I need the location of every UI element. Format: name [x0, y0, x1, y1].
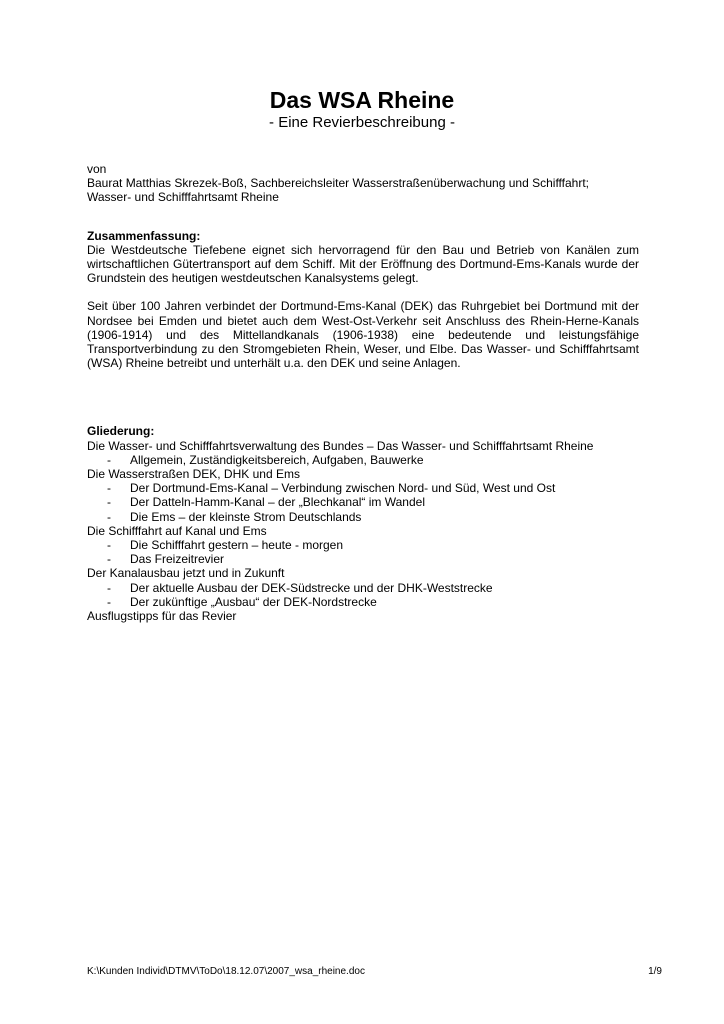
outline-heading: Gliederung: — [87, 424, 155, 439]
outline-section-title: Ausflugstipps für das Revier — [87, 609, 237, 624]
outline-item-label: Der aktuelle Ausbau der DEK-Südstrecke und der DHK-Weststrecke — [130, 580, 493, 595]
footer-file-path: K:\Kunden Individ\DTMV\ToDo\18.12.07\2007_wsa_rheine.doc — [87, 966, 365, 977]
outline-item-label: Die Ems – der kleinste Strom Deutschlands — [130, 509, 362, 524]
dash-bullet: - — [107, 495, 111, 510]
outline-item — [87, 595, 639, 609]
outline-item — [87, 495, 639, 509]
author-name: Baurat Matthias Skrezek-Boß, Sachbereichsleiter Wasserstraßenüberwachung und Schifffahrt; — [87, 176, 590, 191]
document-subtitle: - Eine Revierbeschreibung - — [269, 114, 455, 131]
outline-item — [87, 538, 639, 552]
outline-item-label: Der Datteln-Hamm-Kanal – der „Blechkanal“ im Wandel — [130, 495, 425, 510]
author-von: von — [87, 162, 107, 176]
outline-item-label: Die Schifffahrt gestern – heute - morgen — [130, 538, 344, 553]
summary-paragraph-2: Seit über 100 Jahren verbindet der Dortmund-Ems-Kanal (DEK) das Ruhrgebiet bei Dortmund mit der Nordsee bei Emden und bietet auch dem West-Ost-Verkehr seit Anschluss des Rhein-Herne-Kanals (1906-1914) und des Mittellandkanals (1906-1938) eine bedeutende und leistungsfähige Transportverbindung zu den Stromgebieten Rhein, Weser, und Elbe. Das Wasser- und Schifffahrtsamt (WSA) Rheine betreibt und unterhält u.a. den DEK und seine Anlagen. — [87, 299, 639, 371]
dash-bullet: - — [107, 452, 111, 467]
summary-paragraph-1: Die Westdeutsche Tiefebene eignet sich hervorragend für den Bau und Betrieb von Kanälen zum wirtschaftlichen Gütertransport auf dem Schiff. Mit der Eröffnung des Dortmund-Ems-Kanals wurde der Grundstein des heutigen westdeutschen Kanalsystems gelegt. — [87, 242, 639, 286]
outline-item-label: Allgemein, Zuständigkeitsbereich, Aufgaben, Bauwerke — [130, 452, 424, 467]
summary-heading: Zusammenfassung: — [87, 228, 201, 243]
outline-item-label: Der Dortmund-Ems-Kanal – Verbindung zwischen Nord- und Süd, West und Ost — [130, 481, 556, 496]
dash-bullet: - — [107, 538, 111, 553]
outline-section-title: Die Schifffahrt auf Kanal und Ems — [87, 523, 267, 538]
dash-bullet: - — [107, 594, 111, 609]
outline-item — [87, 552, 639, 566]
outline-item — [87, 510, 639, 524]
author-office: Wasser- und Schifffahrtsamt Rheine — [87, 190, 279, 205]
outline-section-title: Die Wasser- und Schifffahrtsverwaltung des Bundes – Das Wasser- und Schifffahrtsamt Rheine — [87, 438, 594, 453]
dash-bullet: - — [107, 552, 111, 567]
document-body — [87, 162, 639, 623]
outline-item — [87, 481, 639, 495]
document-title: Das WSA Rheine — [269, 87, 455, 113]
dash-bullet: - — [107, 509, 111, 524]
outline-section-title: Die Wasserstraßen DEK, DHK und Ems — [87, 467, 300, 482]
outline-item-label: Der zukünftige „Ausbau“ der DEK-Nordstrecke — [130, 594, 377, 609]
outline-item-label: Das Freizeitrevier — [130, 552, 225, 567]
outline-item — [87, 453, 639, 467]
outline-item — [87, 581, 639, 595]
dash-bullet: - — [107, 580, 111, 595]
dash-bullet: - — [107, 481, 111, 496]
footer-page-number: 1/9 — [648, 966, 662, 977]
outline-section-title: Der Kanalausbau jetzt und in Zukunft — [87, 566, 285, 581]
